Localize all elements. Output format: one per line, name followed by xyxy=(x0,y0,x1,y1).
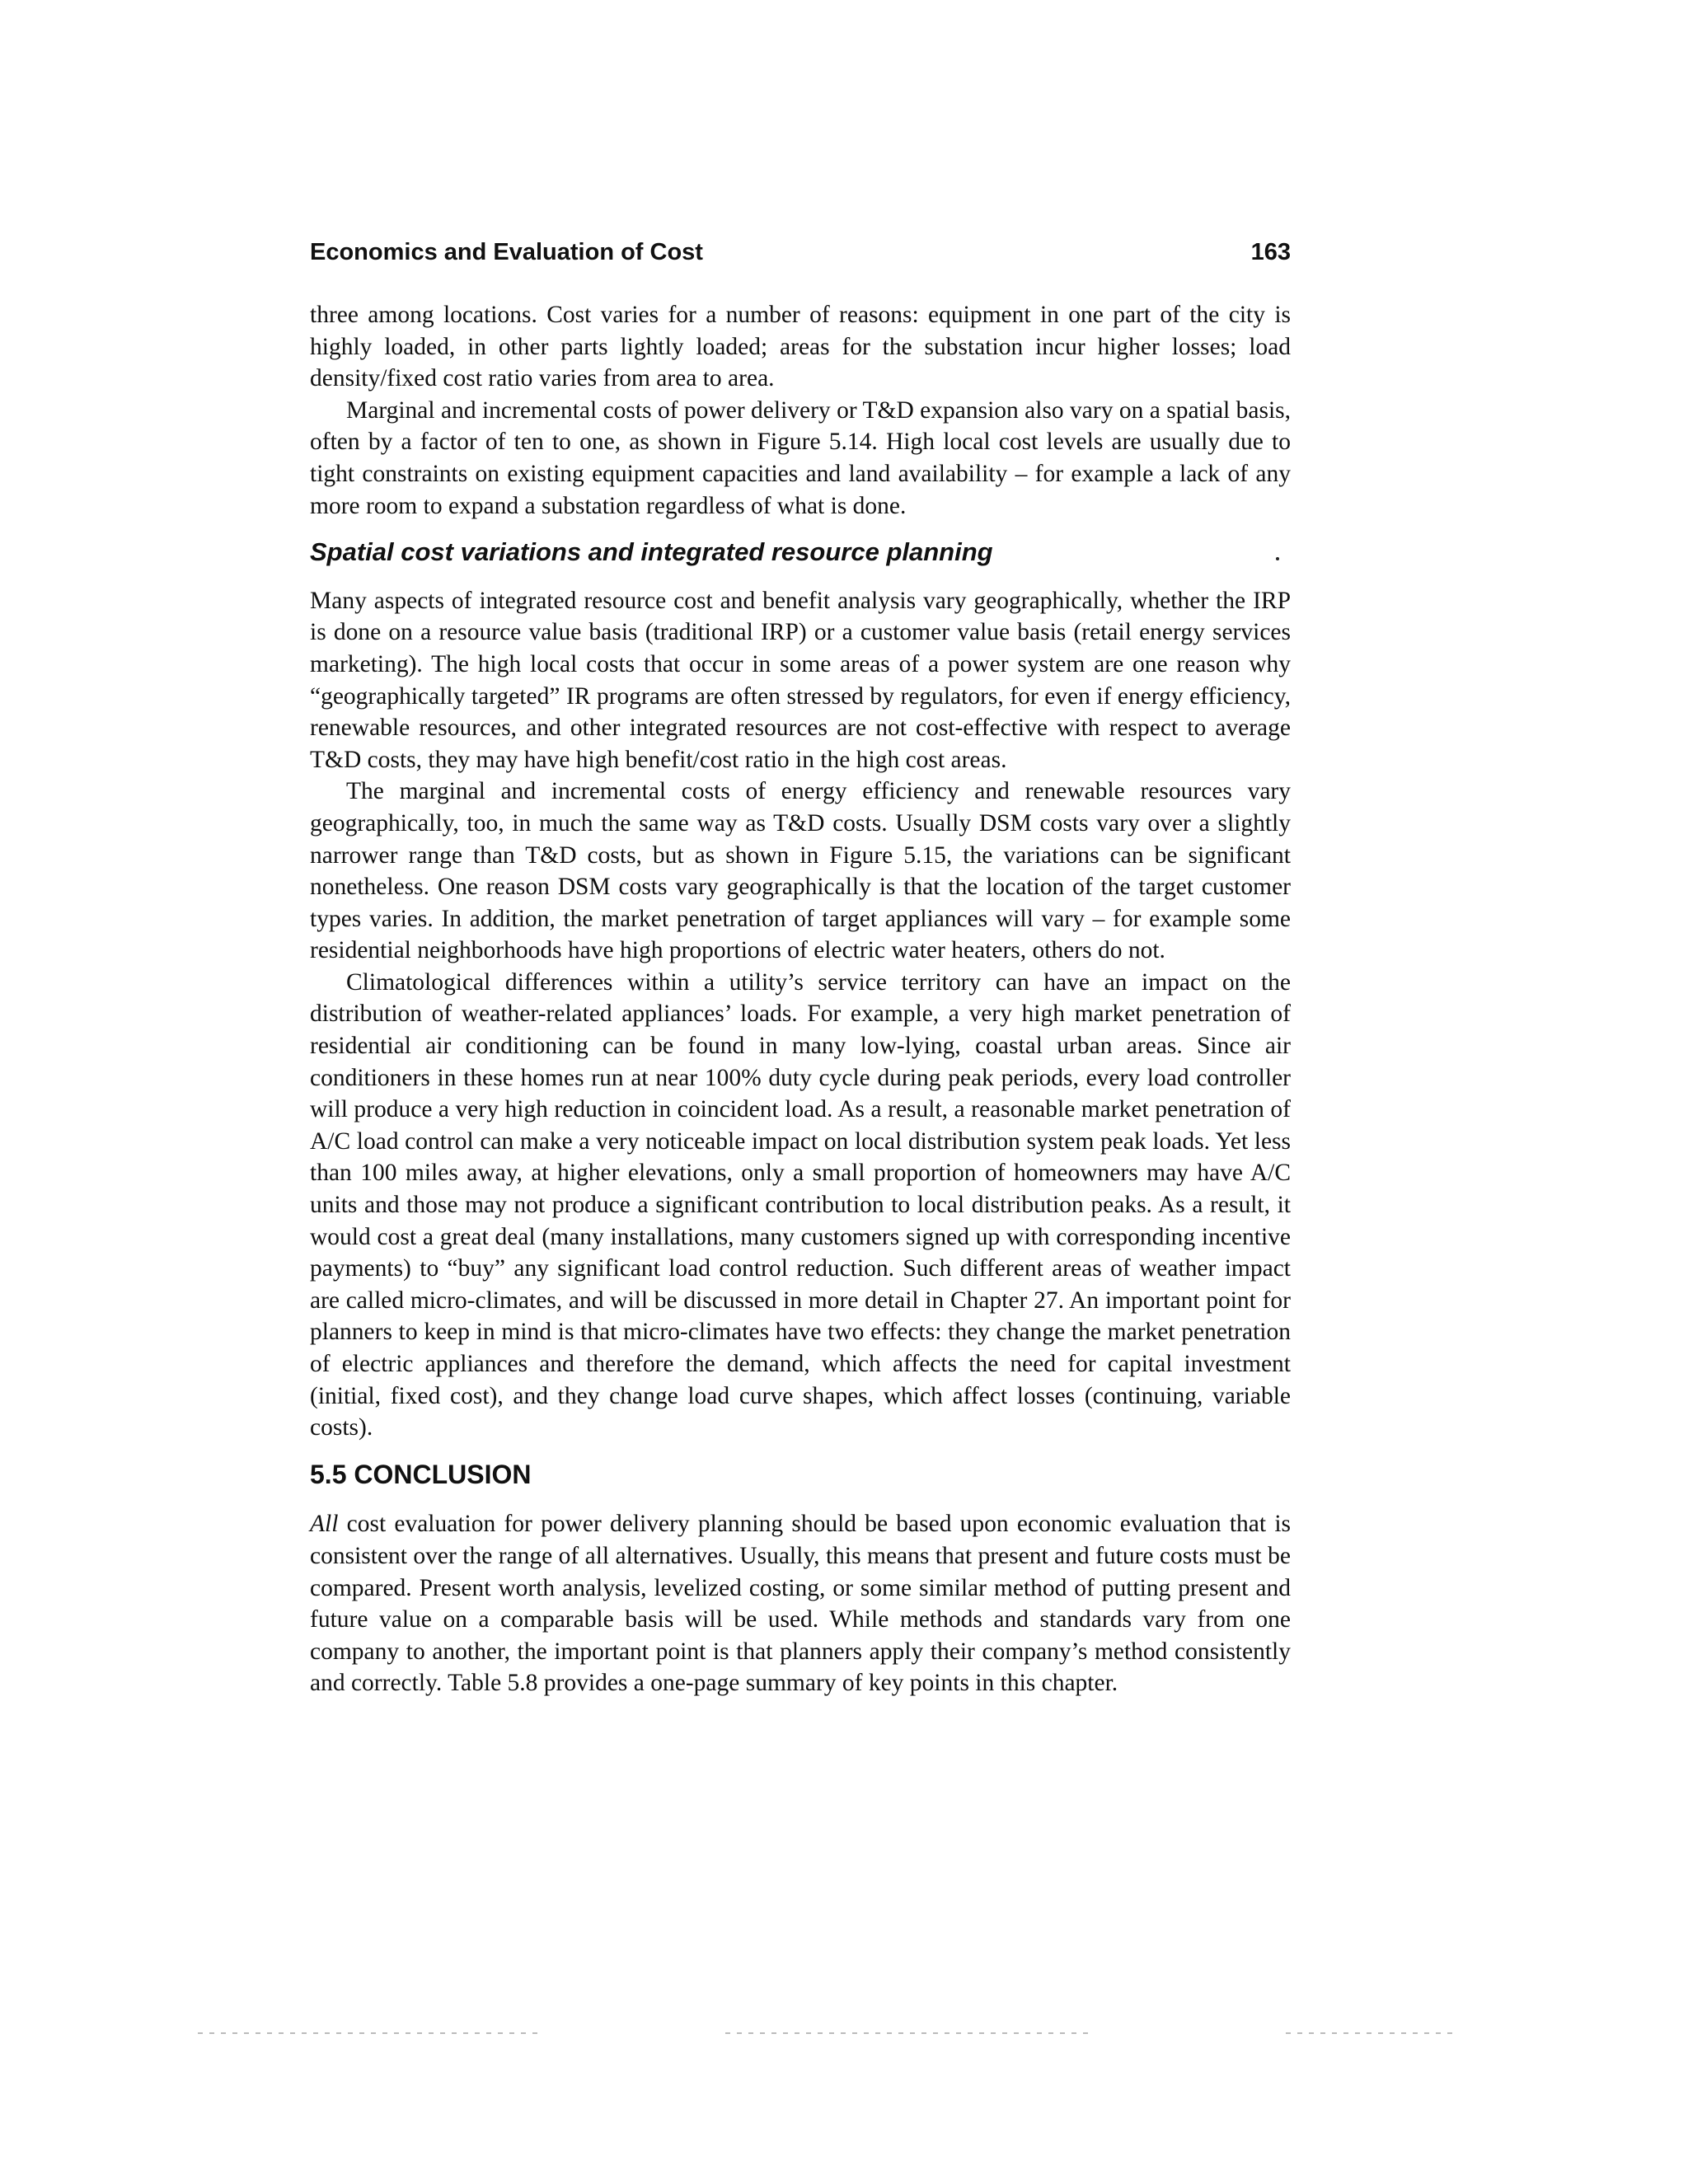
subsection-heading: Spatial cost variations and integrated resource planning xyxy=(310,537,993,567)
conclusion-paragraph xyxy=(310,1508,1291,1699)
scan-artifact-line xyxy=(198,2032,544,2034)
scan-artifact-line xyxy=(1286,2032,1459,2034)
paragraph: Many aspects of integrated resource cost and benefit analysis vary geographically, whether the IRP is done on a resource value basis (traditional IRP) or a customer value basis (retail energy services marketing). The high local costs that occur in some areas of a power system are one reason why “geographically targeted” IR programs are often stressed by regulators, for even if energy efficiency, renewable resources, and other integrated resources are not cost-effective with respect to average T&D costs, they may have high benefit/cost ratio in the high cost areas. xyxy=(310,587,1291,773)
paragraph: The marginal and incremental costs of energy efficiency and renewable resources vary geographically, too, in much the same way as T&D costs. Usually DSM costs vary over a slightly narrower range than T&D costs, but as shown in Figure 5.15, the variations can be significant nonetheless. One reason DSM costs vary geographically is that the location of the target customer types varies. In addition, the market penetration of target appliances will vary – for example some residential neighborhoods have high proportions of electric water heaters, others do not. xyxy=(310,778,1291,964)
paragraph: Climatological differences within a utility’s service territory can have an impact on the distribution of weather-related appliances’ loads. For example, a very high market penetration of residential air conditioning can be found in many low-lying, coastal urban areas. Since air conditioners in these homes run at near 100% duty cycle during peak periods, every load controller will produce a very high reduction in coincident load. As a result, a reasonable market penetration of A/C load control can make a very noticeable impact on local distribution system peak loads. Yet less than 100 miles away, at higher elevations, only a small proportion of homeowners may have A/C units and those may not produce a significant contribution to local distribution peaks. As a result, it would cost a great deal (many installations, many customers signed up with corresponding incentive payments) to “buy” any significant load control reduction. Such different areas of weather impact are called micro-climates, and will be discussed in more detail in Chapter 27. An important point for planners to keep in mind is that micro-climates have two effects: they change the market penetration of electric appliances and therefore the demand, which affects the need for capital investment (initial, fixed cost), and they change load curve shapes, which affect losses (continuing, variable costs). xyxy=(310,968,1291,1441)
section-heading: 5.5 CONCLUSION xyxy=(310,1459,532,1489)
document-page xyxy=(310,239,1291,1699)
running-header xyxy=(310,239,1291,266)
scan-artifact-line xyxy=(725,2032,1088,2034)
conclusion-lead-word: All xyxy=(310,1511,339,1538)
body-text xyxy=(310,299,1291,1699)
running-title: Economics and Evaluation of Cost xyxy=(310,239,703,265)
conclusion-text: cost evaluation for power delivery planning should be based upon economic evaluation that is consistent over the range of all alternatives. Usually, this means that present and future costs must be compared. Present worth analysis, levelized costing, or some similar method of putting present and future value on a comparable basis will be used. While methods and standards vary from one company to another, the important point is that planners apply their company’s method consistently and correctly. Table 5.8 provides a one-page summary of key points in this chapter. xyxy=(310,1511,1291,1697)
paragraph: Marginal and incremental costs of power delivery or T&D expansion also vary on a spatial basis, often by a factor of ten to one, as shown in Figure 5.14. High local cost levels are usually due to tight constraints on existing equipment capacities and land availability – for example a lack of any more room to expand a substation regardless of what is done. xyxy=(310,396,1291,519)
page-number: 163 xyxy=(1250,239,1291,265)
scan-speck xyxy=(1276,557,1279,560)
paragraph: three among locations. Cost varies for a number of reasons: equipment in one part of the city is highly loaded, in other parts lightly loaded; areas for the substation incur higher losses; load density/fixed cost ratio varies from area to area. xyxy=(310,302,1291,392)
